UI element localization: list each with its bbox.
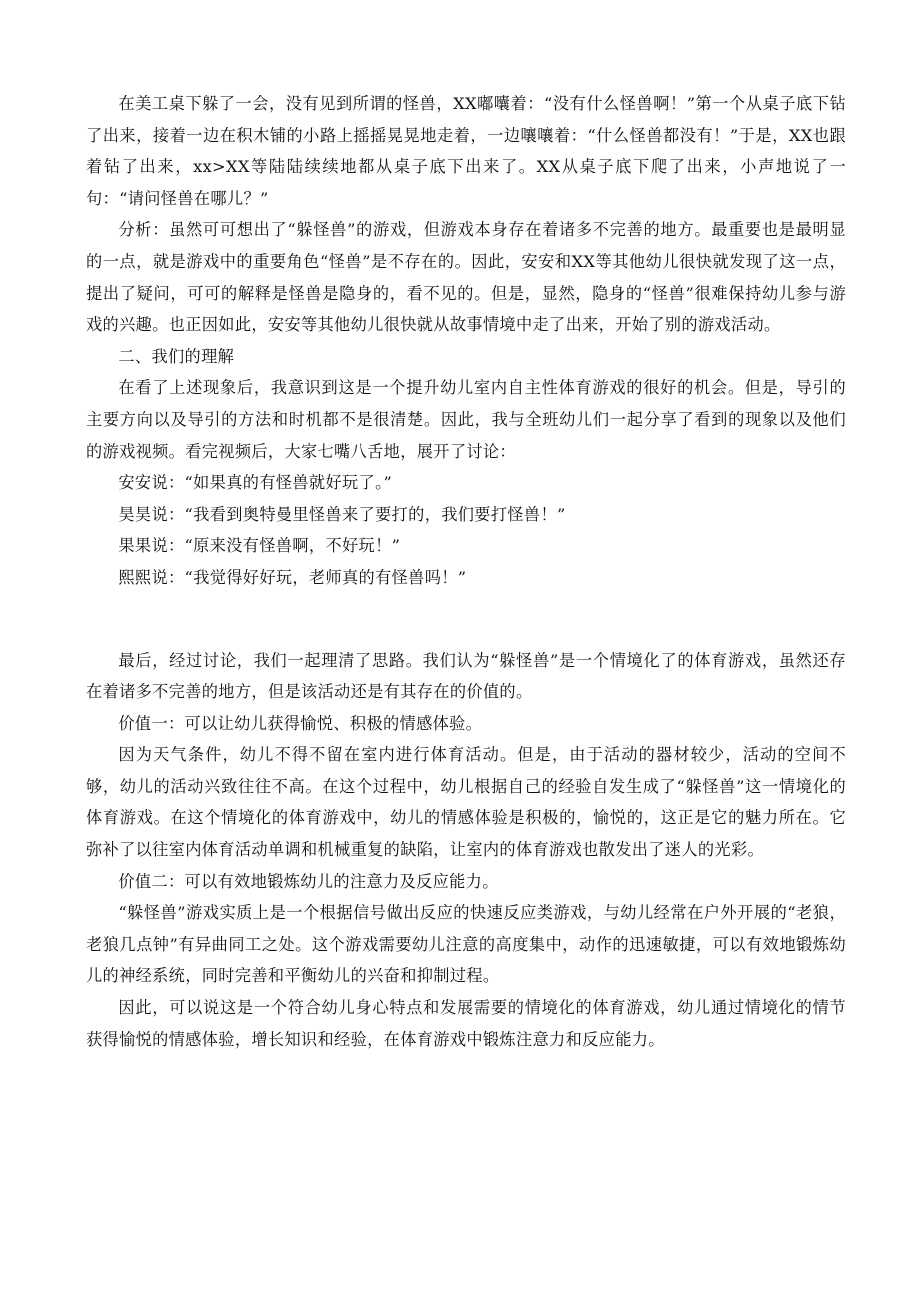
quote-haohao: 昊昊说：“我看到奥特曼里怪兽来了要打的，我们要打怪兽！” — [118, 504, 566, 524]
blank-spacer — [86, 594, 846, 645]
quote-xixi: 熙熙说：“我觉得好好玩，老师真的有怪兽吗！” — [118, 567, 467, 587]
paragraph-understanding: 在看了上述现象后，我意识到这是一个提升幼儿室内自主性体育游戏的很好的机会。但是，导引的主要方向以及导引的方法和时机都不是很清楚。因此，我与全班幼儿们一起分享了看到的现象以及他们的游戏视频。看完视频后，大家七嘴八舌地，展开了讨论： — [86, 378, 846, 461]
value-one-title: 价值一：可以让幼儿获得愉悦、积极的情感体验。 — [118, 713, 483, 733]
section-heading: 二、我们的理解 — [118, 346, 235, 366]
document-page — [86, 88, 846, 1055]
paragraph-summary: 因此，可以说这是一个符合幼儿身心特点和发展需要的情境化的体育游戏，幼儿通过情境化的情节获得愉悦的情感体验，增长知识和经验，在体育游戏中锻炼注意力和反应能力。 — [86, 998, 846, 1049]
paragraph-analysis: 分析：虽然可可想出了“躲怪兽”的游戏，但游戏本身存在着诸多不完善的地方。最重要也是最明显的一点，就是游戏中的重要角色“怪兽”是不存在的。因此，安安和XX等其他幼儿很快就发现了这一点，提出了疑问，可可的解释是怪兽是隐身的，看不见的。但是，显然，隐身的“怪兽”很难保持幼儿参与游戏的兴趣。也正因如此，安安等其他幼儿很快就从故事情境中走了出来，开始了别的游戏活动。 — [86, 220, 846, 335]
quote-guoguo: 果果说：“原来没有怪兽啊，不好玩！” — [118, 536, 401, 556]
value-two-title: 价值二：可以有效地锻炼幼儿的注意力及反应能力。 — [118, 871, 499, 891]
quote-anan: 安安说：“如果真的有怪兽就好玩了。” — [118, 473, 393, 493]
paragraph-story: 在美工桌下躲了一会，没有见到所谓的怪兽，XX嘟囔着：“没有什么怪兽啊！”第一个从桌子底下钻了出来，接着一边在积木铺的小路上摇摇晃晃地走着，一边嚷嚷着：“什么怪兽都没有！”于是，XX也跟着钻了出来，xx>XX等陆陆续续地都从桌子底下出来了。XX从桌子底下爬了出来，小声地说了一句：“请问怪兽在哪儿？” — [86, 94, 846, 208]
paragraph-conclusion: 最后，经过讨论，我们一起理清了思路。我们认为“躲怪兽”是一个情境化了的体育游戏，虽然还存在着诸多不完善的地方，但是该活动还是有其存在的价值的。 — [86, 650, 846, 702]
paragraph-value-one: 因为天气条件，幼儿不得不留在室内进行体育活动。但是，由于活动的器材较少，活动的空间不够，幼儿的活动兴致往往不高。在这个过程中，幼儿根据自己的经验自发生成了“躲怪兽”这一情境化的体育游戏。在这个情境化的体育游戏中，幼儿的情感体验是积极的，愉悦的，这正是它的魅力所在。它弥补了以往室内体育活动单调和机械重复的缺陷，让室内的体育游戏也散发出了迷人的光彩。 — [86, 745, 846, 860]
paragraph-value-two: “躲怪兽”游戏实质上是一个根据信号做出反应的快速反应类游戏，与幼儿经常在户外开展的“老狼，老狼几点钟”有异曲同工之处。这个游戏需要幼儿注意的高度集中，动作的迅速敏捷，可以有效地锻炼幼儿的神经系统，同时完善和平衡幼儿的兴奋和抑制过程。 — [86, 903, 846, 986]
